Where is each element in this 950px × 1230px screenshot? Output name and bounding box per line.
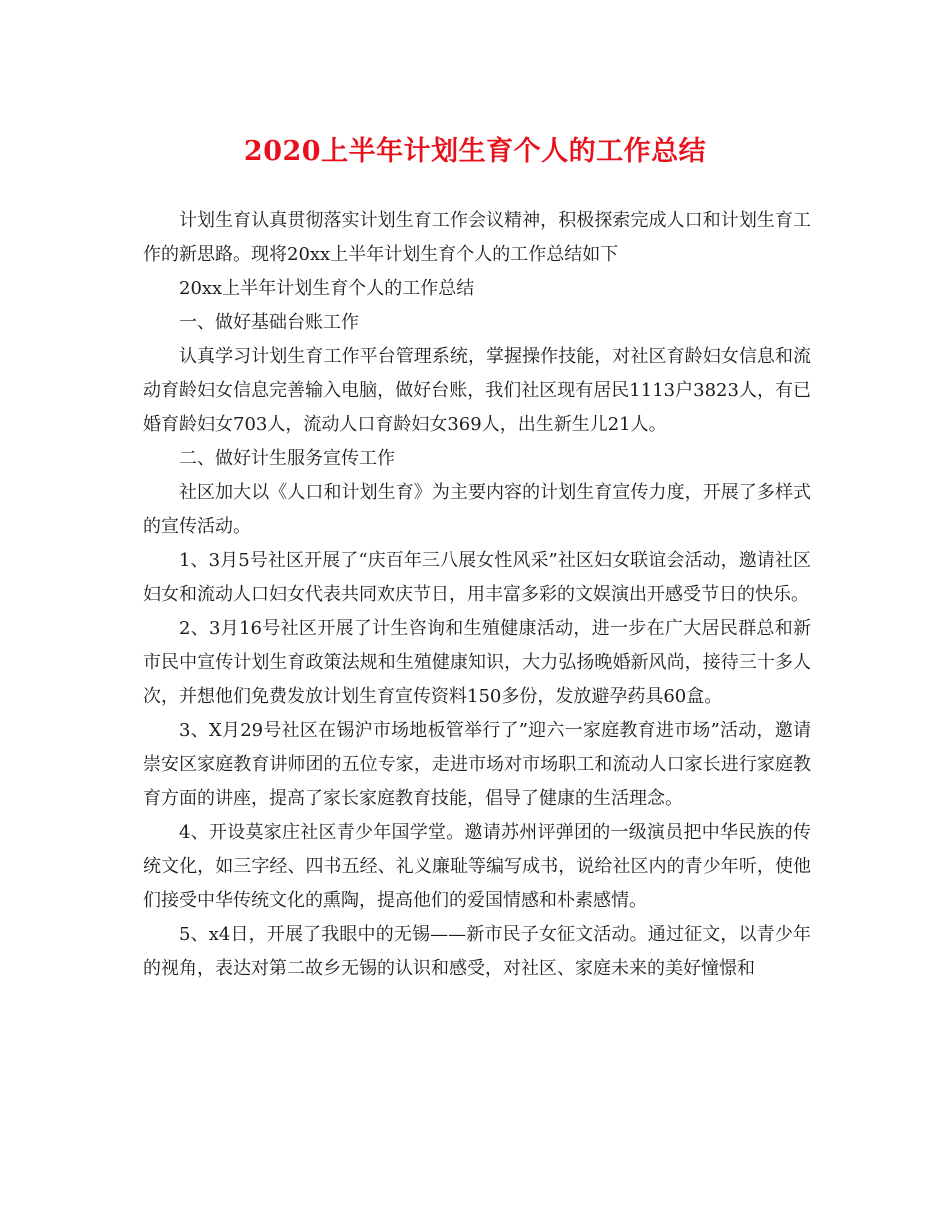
paragraph-item-2: 2、3月16号社区开展了计生咨询和生殖健康活动，进一步在广大居民群总和新市民中宣传计划生育政策法规和生殖健康知识，大力弘扬晚婚新风尚，接待三十多人次，并想他们免费发放计划生育宣传资料150多份，发放避孕药具60盒。 — [143, 618, 811, 707]
section-heading-2: 二、做好计生服务宣传工作 — [179, 448, 395, 469]
paragraph-item-4: 4、开设莫家庄社区青少年国学堂。邀请苏州评弹团的一级演员把中华民族的传统文化，如三字经、四书五经、礼义廉耻等编写成书，说给社区内的青少年听，使他们接受中华传统文化的熏陶，提高他们的爱国情感和朴素感情。 — [143, 822, 811, 911]
paragraph-intro: 计划生育认真贯彻落实计划生育工作会议精神，积极探索完成人口和计划生育工作的新思路。现将20xx上半年计划生育个人的工作总结如下 — [143, 210, 811, 265]
paragraph-subtitle: 20xx上半年计划生育个人的工作总结 — [179, 278, 475, 299]
paragraph-item-5: 5、x4日，开展了我眼中的无锡——新市民子女征文活动。通过征文，以青少年的视角，表达对第二故乡无锡的认识和感受，对社区、家庭未来的美好憧憬和 — [143, 924, 811, 979]
section-heading-1: 一、做好基础台账工作 — [179, 312, 359, 333]
paragraph-item-3: 3、X月29号社区在锡沪市场地板管举行了”迎六一家庭教育进市场”活动，邀请崇安区家庭教育讲师团的五位专家，走进市场对市场职工和流动人口家长进行家庭教育方面的讲座，提高了家长家庭教育技能，倡导了健康的生活理念。 — [143, 720, 811, 809]
paragraph-ledger: 认真学习计划生育工作平台管理系统，掌握操作技能，对社区育龄妇女信息和流动育龄妇女信息完善输入电脑，做好台账，我们社区现有居民1113户3823人，有已婚育龄妇女703人，流动人口育龄妇女369人，出生新生儿21人。 — [143, 346, 811, 435]
paragraph-item-1: 1、3月5号社区开展了“庆百年三八展女性风采”社区妇女联谊会活动，邀请社区妇女和流动人口妇女代表共同欢庆节日，用丰富多彩的文娱演出开感受节日的快乐。 — [143, 550, 811, 605]
document-title: 2020上半年计划生育个人的工作总结 — [243, 136, 707, 167]
document-body — [143, 204, 811, 986]
paragraph-publicity: 社区加大以《人口和计划生育》为主要内容的计划生育宣传力度，开展了多样式的宣传活动。 — [143, 482, 811, 537]
